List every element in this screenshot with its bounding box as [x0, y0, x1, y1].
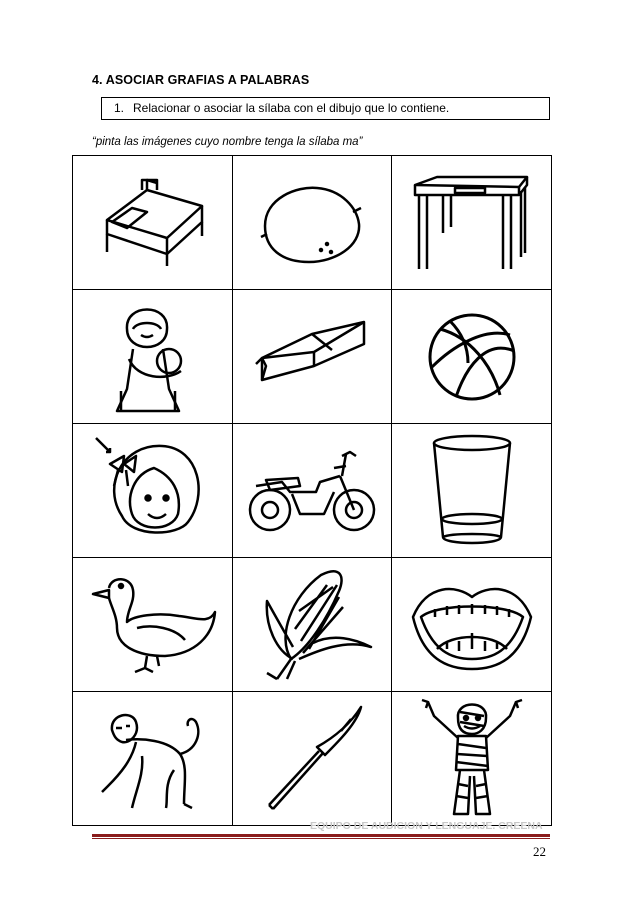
paddle-icon: [257, 701, 367, 816]
cell-duck[interactable]: [73, 558, 233, 692]
cell-lemon[interactable]: [232, 156, 392, 290]
footer-credit: EQUIPO DE AUDICION Y LENGUAJE. CREENA: [310, 820, 543, 832]
instruction-number: 1.: [114, 101, 125, 115]
bed-icon: [87, 178, 217, 268]
mouth-icon: [407, 577, 537, 672]
picture-grid: [72, 155, 552, 826]
cell-ball[interactable]: [392, 290, 552, 424]
cell-monkey[interactable]: [73, 692, 233, 826]
section-heading: 4. ASOCIAR GRAFIAS A PALABRAS: [92, 73, 310, 87]
page-number: 22: [533, 844, 546, 859]
mother-with-baby-icon: [97, 299, 207, 414]
cell-mummy[interactable]: [392, 692, 552, 826]
instruction-text: Relacionar o asociar la sílaba con el dibujo que lo contiene.: [133, 101, 450, 115]
cell-girl[interactable]: [73, 424, 233, 558]
cell-bed[interactable]: [73, 156, 233, 290]
table-icon: [407, 173, 537, 273]
eraser-icon: [252, 314, 372, 399]
glass-icon: [427, 433, 517, 548]
basketball-icon: [422, 307, 522, 407]
cell-paddle[interactable]: [232, 692, 392, 826]
cell-motorcycle[interactable]: [232, 424, 392, 558]
prompt-quote: “pinta las imágenes cuyo nombre tenga la sílaba ma”: [92, 136, 363, 148]
motorcycle-icon: [242, 446, 382, 536]
cell-glass[interactable]: [392, 424, 552, 558]
cell-eraser[interactable]: [232, 290, 392, 424]
cell-mouth[interactable]: [392, 558, 552, 692]
cell-table[interactable]: [392, 156, 552, 290]
monkey-icon: [92, 704, 212, 814]
cell-mother[interactable]: [73, 290, 233, 424]
lemon-icon: [257, 178, 367, 268]
instruction-box: [101, 97, 550, 120]
duck-icon: [87, 572, 217, 677]
footer-divider-thin: [92, 838, 550, 839]
girl-with-bow-icon: [92, 436, 212, 546]
cell-corn[interactable]: [232, 558, 392, 692]
mummy-icon: [412, 696, 532, 821]
footer-divider: [92, 834, 550, 837]
corn-icon: [247, 567, 377, 682]
